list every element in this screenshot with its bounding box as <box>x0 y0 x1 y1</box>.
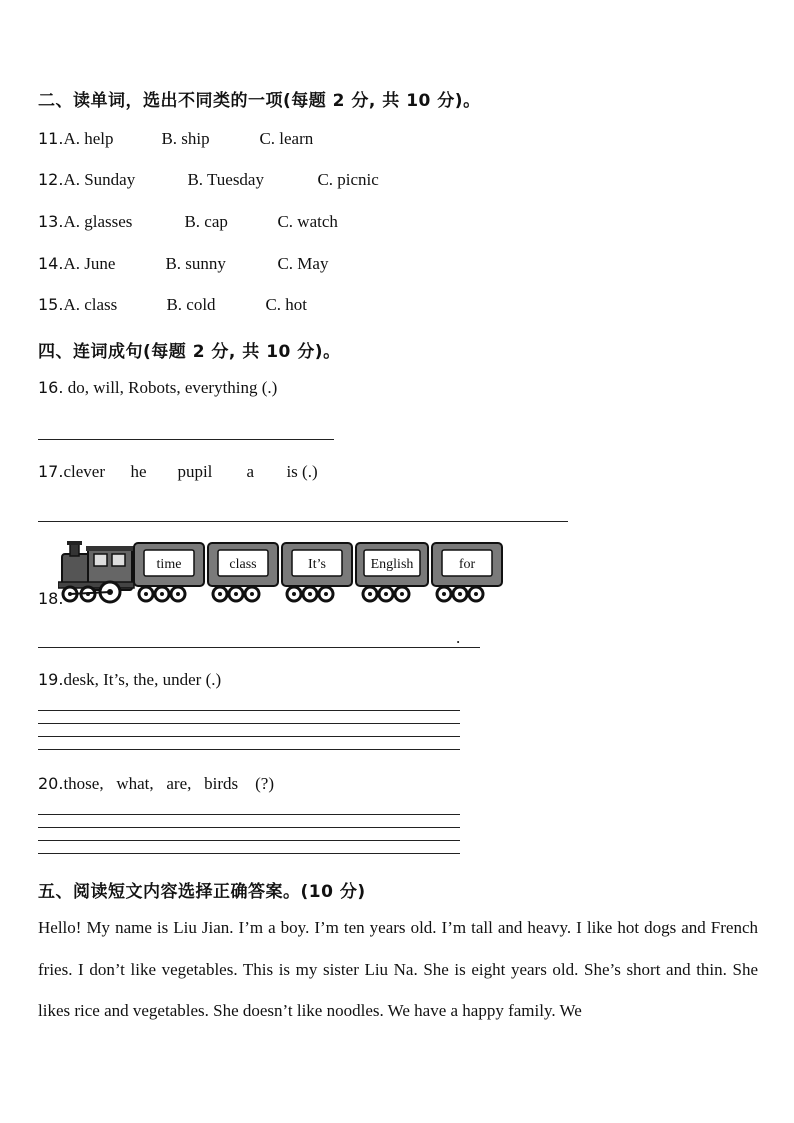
question-20 <box>38 774 274 794</box>
option-a: A. Sunday <box>63 170 136 189</box>
word: pupil <box>177 462 213 481</box>
train-word: It’s <box>308 557 326 572</box>
writing-line <box>38 840 460 841</box>
question-15 <box>38 295 307 315</box>
question-16 <box>38 378 277 398</box>
question-number: 19. <box>38 670 64 689</box>
train-car <box>282 543 352 601</box>
question-text: do, will, Robots, everything (.) <box>67 378 278 397</box>
writing-line <box>38 814 460 815</box>
train-word: English <box>370 557 414 572</box>
option-c: C. hot <box>265 295 308 314</box>
question-number: 20. <box>38 774 64 793</box>
option-b: B. cold <box>166 295 216 314</box>
train-car <box>208 543 278 601</box>
train-car <box>432 543 502 601</box>
train-car <box>356 543 428 601</box>
train-word: time <box>156 557 182 572</box>
word: a <box>246 462 254 481</box>
question-17 <box>38 462 318 482</box>
question-text: those, what, are, birds (?) <box>63 774 275 793</box>
train-word: for <box>458 557 476 572</box>
question-13 <box>38 212 338 232</box>
option-b: B. cap <box>184 212 228 231</box>
question-number: 12. <box>38 170 64 189</box>
train-illustration <box>58 538 504 606</box>
writing-line <box>38 710 460 711</box>
answer-line <box>38 521 568 522</box>
locomotive-icon <box>58 541 134 602</box>
writing-line <box>38 749 460 750</box>
train-word: class <box>229 557 257 572</box>
reading-passage: Hello! My name is Liu Jian. I’m a boy. I’m ten years old. I’m tall and heavy. I like hot dogs and French fries. I don’t like vegetables. This is my sister Liu Na. She is eight years old. She’s short and thin. She likes rice and vegetables. She doesn’t like noodles. We have a happy family. We <box>38 918 758 1020</box>
option-a: A. class <box>63 295 118 314</box>
word: he <box>130 462 147 481</box>
option-a: A. glasses <box>63 212 133 231</box>
question-14 <box>38 254 328 274</box>
question-number: 14. <box>38 254 64 273</box>
option-b: B. Tuesday <box>187 170 264 189</box>
question-number: 17. <box>38 462 64 481</box>
option-b: B. ship <box>161 129 210 148</box>
question-12 <box>38 170 379 190</box>
question-number: 18. <box>38 589 64 608</box>
question-number: 11. <box>38 129 64 148</box>
word: is (.) <box>286 462 318 481</box>
section-4-heading: 四、连词成句(每题 2 分, 共 10 分)。 <box>38 342 341 362</box>
option-a: A. June <box>63 254 116 273</box>
writing-line <box>38 853 460 854</box>
writing-line <box>38 723 460 724</box>
end-period: . <box>456 628 461 647</box>
option-c: C. watch <box>277 212 338 231</box>
writing-line <box>38 827 460 828</box>
question-11 <box>38 129 313 149</box>
answer-line <box>38 647 480 648</box>
train-car <box>134 543 204 601</box>
question-number: 15. <box>38 295 64 314</box>
question-number: 16. <box>38 378 64 397</box>
answer-line <box>38 439 334 440</box>
section-2-heading: 二、读单词，选出不同类的一项(每题 2 分, 共 10 分)。 <box>38 91 481 111</box>
question-number: 13. <box>38 212 64 231</box>
writing-line <box>38 736 460 737</box>
option-c: C. May <box>277 254 329 273</box>
section-5-heading: 五、阅读短文内容选择正确答案。(10 分) <box>38 882 366 902</box>
option-b: B. sunny <box>165 254 226 273</box>
question-text: desk, It’s, the, under (.) <box>63 670 222 689</box>
option-c: C. picnic <box>317 170 379 189</box>
option-c: C. learn <box>259 129 314 148</box>
question-19 <box>38 670 221 690</box>
word: clever <box>63 462 105 481</box>
option-a: A. help <box>63 129 114 148</box>
